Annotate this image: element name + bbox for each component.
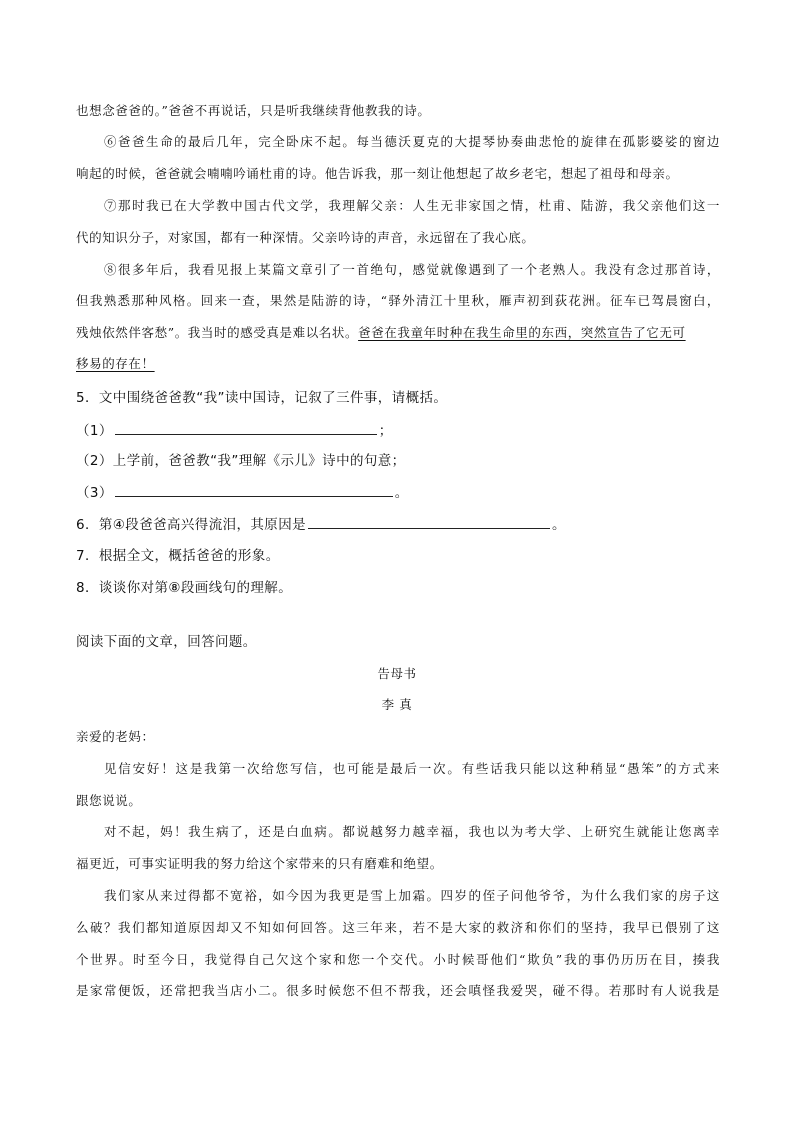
item-label: （1） (76, 423, 113, 439)
question-6-text: 6．第④段爸爸高兴得流泪，其原因是 (76, 517, 306, 533)
article-author: 李 真 (381, 697, 413, 712)
answer-blank[interactable] (115, 482, 393, 497)
letter-paragraph-1-line: 跟您说说。 (76, 793, 142, 808)
letter-paragraph-3-line: 么破？我们都知道原因却又不知如何回答。这三年来，若不是大家的救济和你们的坚持，我早已偎别了这 (76, 920, 720, 935)
article-title: 告母书 (377, 666, 417, 681)
letter-paragraph-2-line: 福更近，可事实证明我的努力给这个家带来的只有磨难和绝望。 (76, 856, 443, 871)
reading-instruction: 阅读下面的文章，回答问题。 (76, 634, 257, 650)
passage-paragraph-6-line: 响起的时候，爸爸就会喃喃吟诵杜甫的诗。他告诉我，那一刻让他想起了故乡老宅，想起了祖母和母亲。 (76, 166, 679, 181)
question-7: 7．根据全文，概括爸爸的形象。 (76, 548, 280, 564)
letter-paragraph-3-line: 个世界。时至今日，我觉得自己欠这个家和您一个交代。小时候哥他们“欺负”我的事仍历历在目，揍我 (76, 952, 720, 967)
underlined-sentence: 爸爸在我童年时种在我生命里的东西，突然宣告了它无可 (358, 325, 686, 340)
passage-paragraph-5-tail: 也想念爸爸的。”爸爸不再说话，只是听我继续背他教我的诗。 (76, 103, 431, 118)
question-5-item-3 (76, 482, 720, 503)
question-5: 5．文中围绕爸爸教“我”读中国诗，记叙了三件事，请概括。 (76, 390, 448, 406)
answer-blank[interactable] (308, 514, 550, 529)
passage-paragraph-8-line: ⑧很多年后，我看见报上某篇文章引了一首绝句，感觉就像遇到了一个老熟人。我没有念过那首诗， (104, 262, 720, 277)
item-label: （3） (76, 485, 113, 501)
passage-paragraph-8-line (76, 354, 720, 374)
paragraph-8-text: 残烛依然伴客愁”。我当时的感受真是难以名状。 (76, 325, 359, 340)
answer-blank[interactable] (115, 420, 377, 435)
item-end: 。 (552, 517, 566, 533)
letter-paragraph-2-line: 对不起，妈！我生病了，还是白血病。都说越努力越幸福，我也以为考大学、上研究生就能让您离幸 (104, 824, 720, 839)
letter-paragraph-3-line: 是家常便饭，还常把我当店小二。很多时候您不但不帮我，还会嗔怪我爱哭，碰不得。若那时有人说我是 (76, 983, 720, 998)
letter-paragraph-3-line: 我们家从来过得都不宽裕，如今因为我更是雪上加霜。四岁的侄子问他爷爷，为什么我们家的房子这 (104, 888, 720, 903)
passage-paragraph-7-line: ⑦那时我已在大学教中国古代文学，我理解父亲：人生无非家国之情，杜甫、陆游，我父亲他们这一 (104, 198, 720, 213)
passage-paragraph-6-line: ⑥爸爸生命的最后几年，完全卧床不起。每当德沃夏克的大提琴协奏曲悲怆的旋律在孤影婆娑的窗边 (104, 134, 720, 149)
item-end: ； (378, 423, 393, 439)
passage-paragraph-7-line: 代的知识分子，对家国，都有一种深情。父亲吟诗的声音，永远留在了我心底。 (76, 230, 535, 245)
passage-paragraph-8-line: 但我熟悉那种风格。回来一查，果然是陆游的诗，“驿外清江十里秋，雁声初到荻花洲。征车已驾晨窗白， (76, 293, 720, 308)
letter-paragraph-1-line: 见信安好！这是我第一次给您写信，也可能是最后一次。有些话我只能以这种稍显“愚笨”的方式来 (104, 761, 720, 776)
passage-paragraph-8-line (76, 323, 720, 343)
question-5-item-2: （2）上学前，爸爸教“我”理解《示儿》诗中的句意； (76, 453, 406, 469)
letter-salutation: 亲爱的老妈： (76, 729, 155, 744)
question-8: 8．谈谈你对第⑧段画线句的理解。 (76, 580, 293, 596)
question-6 (76, 514, 720, 535)
question-5-item-1 (76, 420, 720, 441)
item-end: 。 (394, 485, 409, 501)
underlined-sentence: 移易的存在！ (76, 356, 155, 371)
